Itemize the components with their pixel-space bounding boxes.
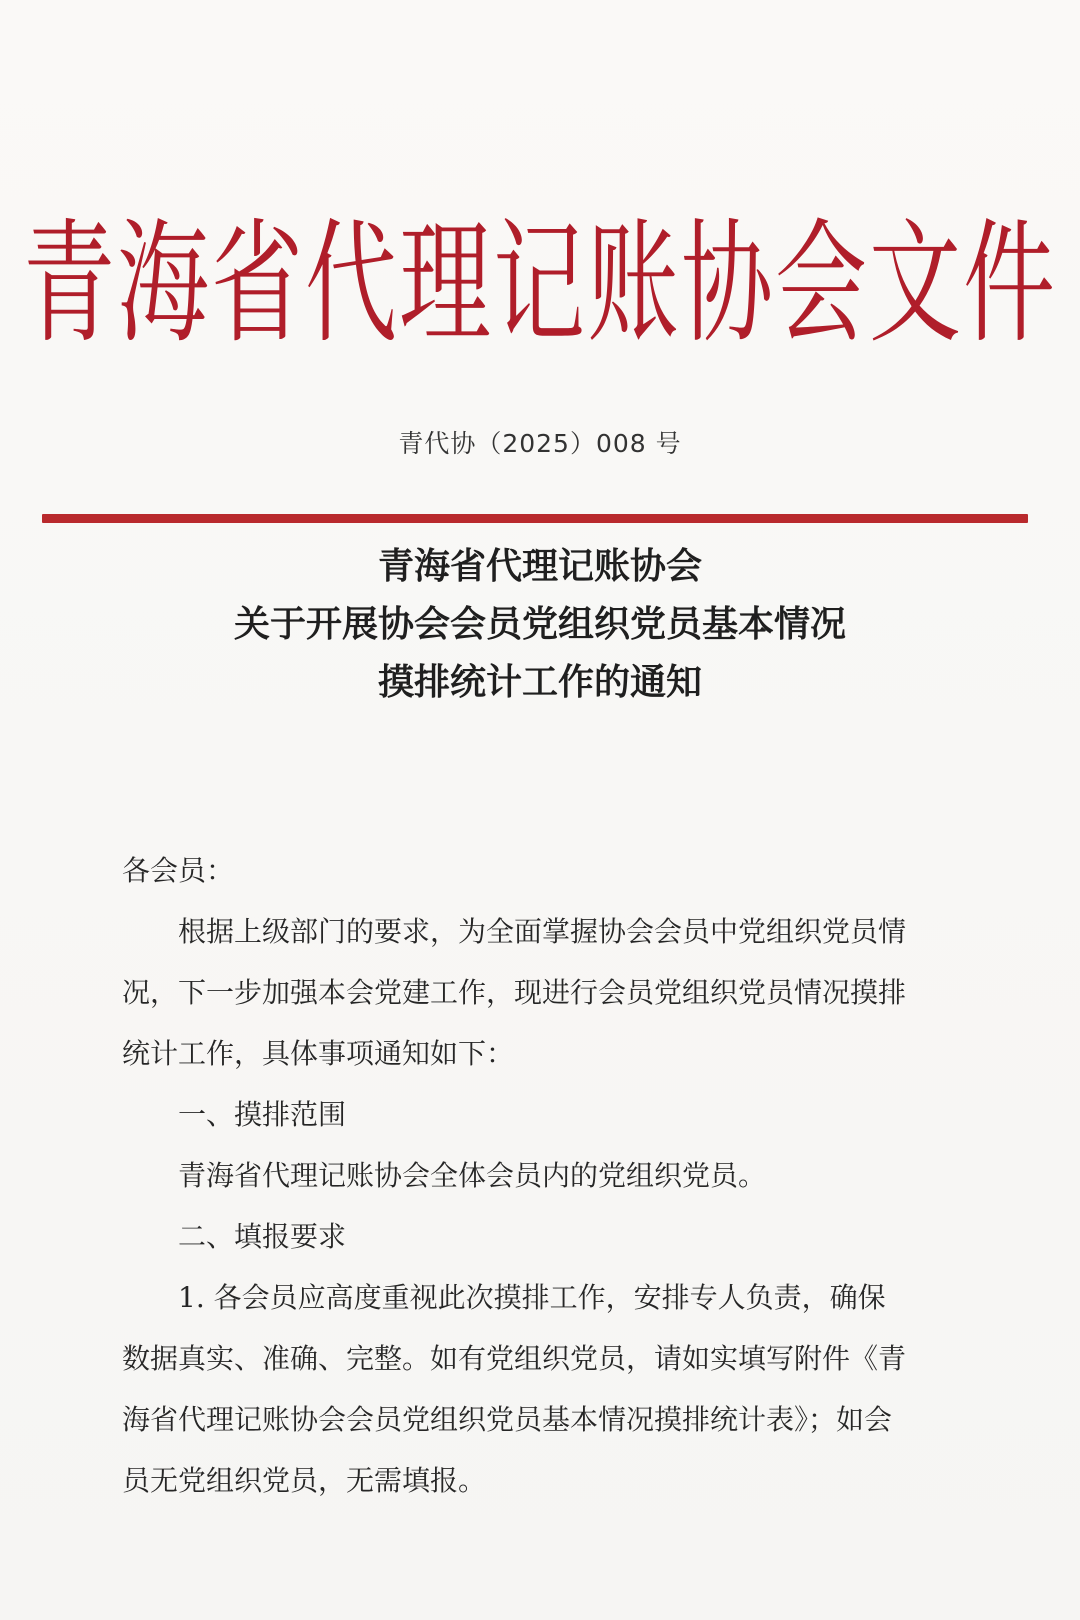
intro-paragraph: 根据上级部门的要求，为全面掌握协会会员中党组织党员情况，下一步加强本会党建工作，现进行会员党组织党员情况摸排统计工作，具体事项通知如下：: [122, 915, 907, 1070]
document-number: 青代协（2025）008 号: [398, 429, 682, 458]
notice-title-line-1: 青海省代理记账协会: [377, 546, 702, 587]
notice-title-line-3: 摸排统计工作的通知: [377, 662, 702, 703]
section-1-text: 青海省代理记账协会全体会员内的党组织党员。: [178, 1159, 767, 1192]
organization-header-title: 青海省代理记账协会文件: [22, 206, 1057, 362]
salutation: 各会员：: [122, 854, 235, 887]
section-2-heading: 二、填报要求: [178, 1220, 347, 1253]
red-divider-line: [42, 514, 1028, 523]
notice-title: [0, 538, 1080, 712]
section-1-heading: 一、摸排范围: [178, 1098, 347, 1131]
notice-title-line-2: 关于开展协会会员党组织党员基本情况: [233, 604, 846, 645]
section-2-item-1: 1. 各会员应高度重视此次摸排工作，安排专人负责，确保数据真实、准确、完整。如有党组织党员，请如实填写附件《青海省代理记账协会会员党组织党员基本情况摸排统计表》；如会员无党组织党员，无需填报。: [122, 1281, 907, 1497]
notice-body: [122, 840, 912, 1511]
